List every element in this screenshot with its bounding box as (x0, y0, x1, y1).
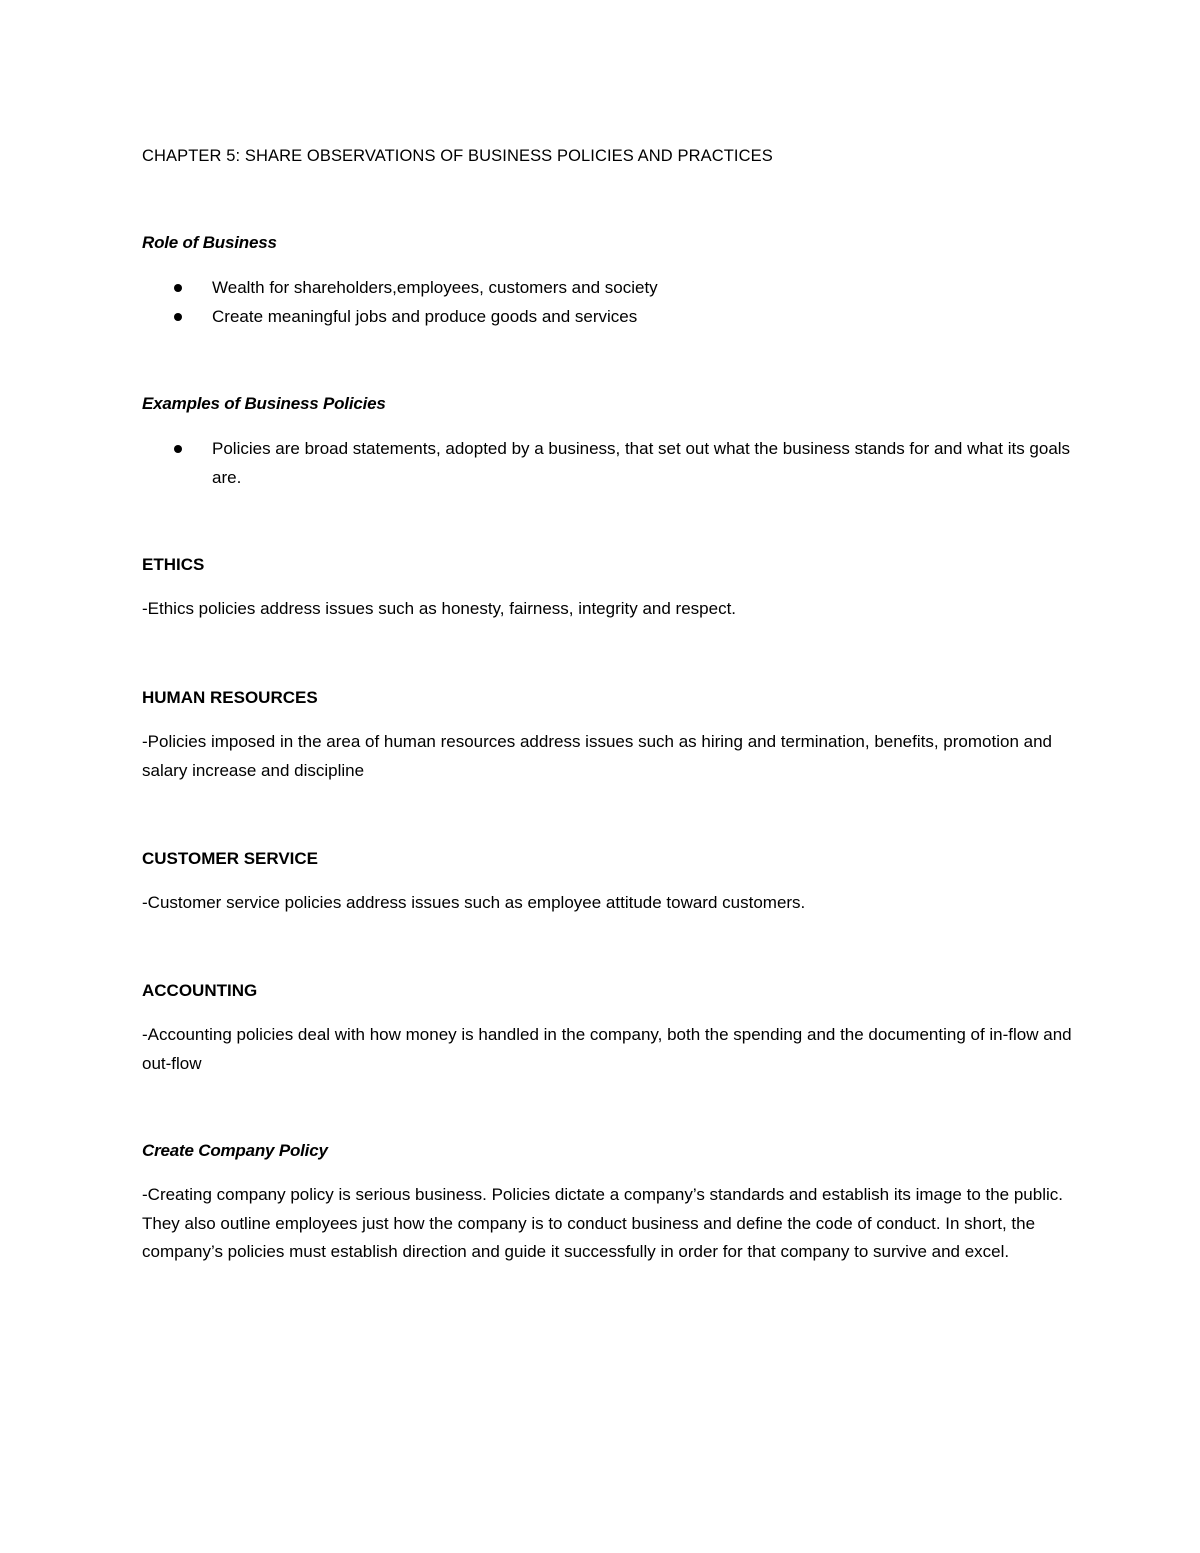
create-policy-heading: Create Company Policy (142, 1141, 328, 1160)
list-item-text: Create meaningful jobs and produce goods and services (212, 306, 638, 326)
examples-heading: Examples of Business Policies (142, 394, 386, 413)
ethics-heading: ETHICS (142, 555, 205, 574)
bullet-icon (174, 313, 182, 321)
customer-service-paragraph: -Customer service policies address issues such as employee attitude toward customers. (142, 893, 806, 912)
ethics-paragraph: -Ethics policies address issues such as honesty, fairness, integrity and respect. (142, 599, 737, 618)
create-policy-paragraph: -Creating company policy is serious business. Policies dictate a company’s standards and establish its image to the public. They also outline employees just how the company is to conduct business and define the code of conduct. In short, the company’s policies must establish direction and guide it successfully in order for that company to survive and excel. (142, 1185, 1063, 1261)
accounting-heading: ACCOUNTING (142, 981, 258, 1000)
list-item-text: Wealth for shareholders,employees, customers and society (212, 278, 658, 297)
human-resources-paragraph: -Policies imposed in the area of human resources address issues such as hiring and termination, benefits, promotion and salary increase and discipline (142, 732, 1052, 780)
list-item (142, 435, 1072, 492)
bullet-icon (174, 445, 182, 453)
examples-list (142, 435, 1072, 492)
bullet-icon (174, 284, 182, 292)
list-item-text: Policies are broad statements, adopted by a business, that set out what the business stands for and what its goals are. (212, 439, 1071, 487)
role-of-business-heading: Role of Business (142, 233, 277, 252)
accounting-paragraph: -Accounting policies deal with how money is handled in the company, both the spending and the documenting of in-flow and out-flow (142, 1025, 1072, 1073)
chapter-title: CHAPTER 5: SHARE OBSERVATIONS OF BUSINESS POLICIES AND PRACTICES (142, 147, 773, 165)
list-item (142, 303, 1072, 332)
list-item (142, 274, 1072, 303)
human-resources-heading: HUMAN RESOURCES (142, 688, 318, 707)
role-of-business-list (142, 274, 1072, 331)
customer-service-heading: CUSTOMER SERVICE (142, 849, 319, 868)
